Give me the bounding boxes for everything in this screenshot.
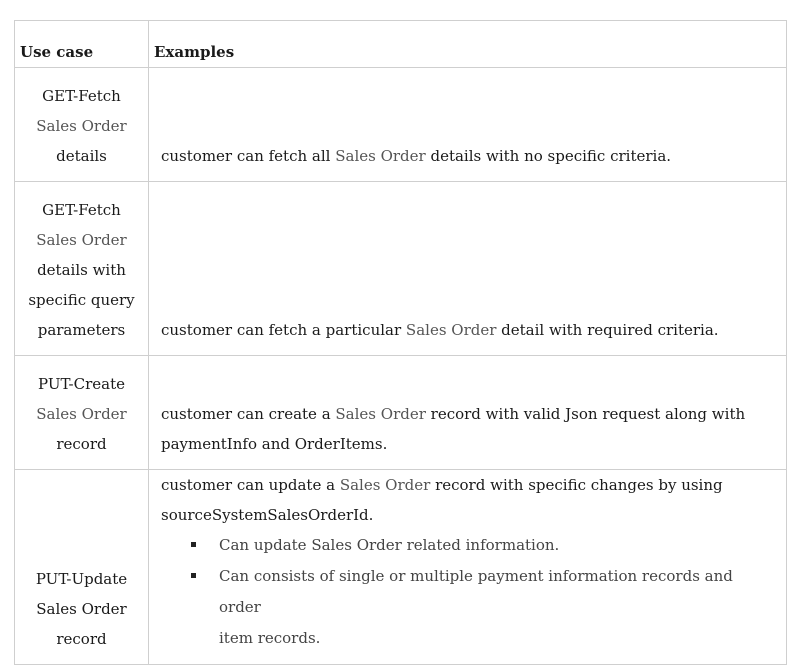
header-examples: Examples [149, 21, 787, 68]
square-bullet-icon [191, 542, 196, 547]
use-case-line: Sales Order [36, 231, 127, 249]
use-case-line: parameters [37, 321, 126, 339]
bullet-item [191, 561, 776, 654]
use-case-cell [15, 356, 149, 470]
use-case-line: GET-Fetch [42, 87, 121, 105]
use-case-line: Sales Order [36, 117, 127, 135]
use-case-line: Sales Order [36, 600, 127, 618]
example-text: detail with required criteria. [496, 321, 719, 339]
example-cell [149, 68, 787, 182]
use-case-line: Sales Order [36, 405, 127, 423]
example-text: customer can update a [161, 476, 340, 494]
example-highlight: Sales Order [335, 147, 426, 165]
table-row [15, 68, 787, 182]
use-case-line: record [56, 435, 107, 453]
example-highlight: Sales Order [335, 405, 426, 423]
use-case-line: PUT-Update [35, 570, 128, 588]
bullet-item [191, 530, 776, 561]
use-case-line: PUT-Create [38, 375, 125, 393]
example-text: record with valid Json request along with [425, 405, 746, 423]
bullet-text: Can update Sales Order related information. [219, 536, 560, 554]
example-text: paymentInfo and OrderItems. [161, 435, 388, 453]
table-row [15, 470, 787, 665]
use-case-line: GET-Fetch [42, 201, 121, 219]
example-highlight: Sales Order [405, 321, 497, 339]
example-text: customer can create a [161, 405, 336, 423]
use-case-line: record [56, 630, 107, 648]
use-case-line: specific query [28, 291, 135, 309]
use-case-line: details with [37, 261, 126, 279]
square-bullet-icon [191, 573, 196, 578]
use-case-table [14, 20, 787, 665]
bullet-text: Can consists of single or multiple payment information records and order [219, 567, 733, 616]
use-case-cell [15, 182, 149, 356]
example-text: customer can fetch a particular [161, 321, 406, 339]
example-cell [149, 470, 787, 665]
example-highlight: Sales Order [339, 476, 431, 494]
table-row [15, 182, 787, 356]
table-row [15, 356, 787, 470]
example-text: details with no specific criteria. [425, 147, 672, 165]
example-text: sourceSystemSalesOrderId. [161, 506, 374, 524]
use-case-line: details [56, 147, 107, 165]
example-text: record with specific changes by using [430, 476, 723, 494]
bullet-text: item records. [219, 629, 321, 647]
use-case-cell [15, 68, 149, 182]
use-case-cell [15, 470, 149, 665]
header-use-case: Use case [15, 21, 149, 68]
bullet-list [161, 530, 776, 654]
example-cell [149, 356, 787, 470]
example-text: customer can fetch all [161, 147, 336, 165]
example-cell [149, 182, 787, 356]
table-header-row [15, 21, 787, 68]
